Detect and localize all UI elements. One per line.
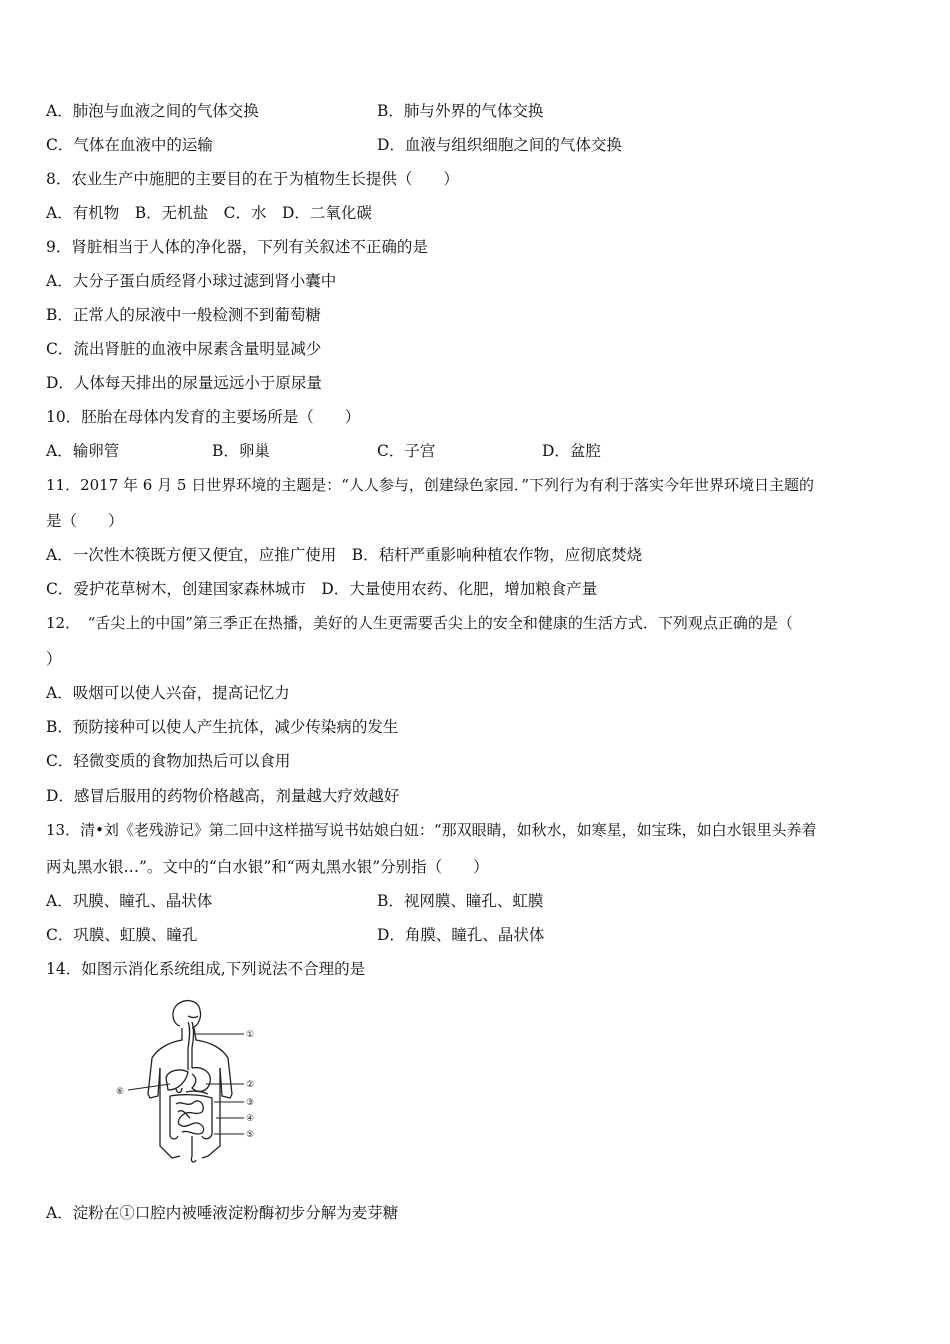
q7-option-d: D．血液与组织细胞之间的气体交换 bbox=[377, 136, 622, 154]
q13-option-d: D．角膜、瞳孔、晶状体 bbox=[377, 926, 545, 944]
q10-option-d: D．盆腔 bbox=[542, 442, 601, 460]
q13-option-c: C．巩膜、虹膜、瞳孔 bbox=[46, 926, 198, 944]
q11-stem-1: 11．2017 年 6 月 5 日世界环境的主题是：“人人参与，创建绿色家园．”下列行为有利于落实今年世界环境日主题的 bbox=[46, 476, 815, 494]
q7-option-b: B．肺与外界的气体交换 bbox=[377, 102, 544, 120]
q10-option-c: C．子宫 bbox=[377, 442, 436, 460]
q14-option-a: A．淀粉在①口腔内被唾液淀粉酶初步分解为麦芽糖 bbox=[46, 1204, 399, 1222]
q10-option-a: A．输卵管 bbox=[46, 442, 120, 460]
figure-label-4: ④ bbox=[246, 1114, 255, 1124]
q9-option-a: A．大分子蛋白质经肾小球过滤到肾小囊中 bbox=[46, 272, 337, 290]
q8-options: A．有机物 B．无机盐 C．水 D．二氧化碳 bbox=[46, 204, 372, 222]
q10-options bbox=[46, 441, 601, 461]
q11-options-ab: A．一次性木筷既方便又便宜，应推广使用 B．秸杆严重影响种植农作物，应彻底焚烧 bbox=[46, 546, 643, 564]
figure-label-5: ⑤ bbox=[246, 1130, 255, 1140]
q12-stem-1: 12． “舌尖上的中国”第三季正在热播，美好的人生更需要舌尖上的安全和健康的生活方式．下列观点正确的是（ bbox=[46, 614, 793, 632]
digestive-system-diagram bbox=[110, 996, 270, 1166]
q12-option-d: D．感冒后服用的药物价格越高，剂量越大疗效越好 bbox=[46, 787, 400, 805]
q9-stem: 9．肾脏相当于人体的净化器，下列有关叙述不正确的是 bbox=[46, 238, 428, 256]
q8-stem: 8．农业生产中施肥的主要目的在于为植物生长提供（ ） bbox=[46, 170, 459, 188]
figure-label-6: ⑥ bbox=[116, 1087, 125, 1097]
q13-row-1 bbox=[46, 891, 544, 911]
q12-option-c: C．轻微变质的食物加热后可以食用 bbox=[46, 752, 291, 770]
q11-stem-2: 是（ ） bbox=[46, 512, 124, 530]
q11-options-cd: C．爱护花草树木，创建国家森林城市 D．大量使用农药、化肥，增加粮食产量 bbox=[46, 580, 598, 598]
q12-stem-2: ） bbox=[46, 650, 62, 668]
q10-option-b: B．卵巢 bbox=[212, 442, 270, 460]
q12-option-a: A．吸烟可以使人兴奋，提高记忆力 bbox=[46, 684, 290, 702]
q9-option-c: C．流出肾脏的血液中尿素含量明显减少 bbox=[46, 340, 322, 358]
q13-option-b: B．视网膜、瞳孔、虹膜 bbox=[377, 892, 544, 910]
q13-stem-2: 两丸黑水银…”。文中的“白水银”和“两丸黑水银”分别指（ ） bbox=[46, 858, 489, 876]
q13-row-2 bbox=[46, 925, 545, 945]
q13-option-a: A．巩膜、瞳孔、晶状体 bbox=[46, 892, 213, 910]
q7-row-1 bbox=[46, 101, 544, 121]
figure-label-2: ② bbox=[246, 1080, 255, 1090]
figure-label-3: ③ bbox=[246, 1098, 255, 1108]
q10-stem: 10．胚胎在母体内发育的主要场所是（ ） bbox=[46, 408, 361, 426]
q7-option-c: C．气体在血液中的运输 bbox=[46, 136, 213, 154]
q13-stem-1: 13．清•刘《老残游记》第二回中这样描写说书姑娘白妞：“那双眼睛，如秋水，如寒星，如宝珠，如白水银里头养着 bbox=[46, 821, 817, 839]
figure-label-1: ① bbox=[246, 1030, 255, 1040]
q9-option-d: D．人体每天排出的尿量远远小于原尿量 bbox=[46, 374, 322, 392]
q12-option-b: B．预防接种可以使人产生抗体，减少传染病的发生 bbox=[46, 718, 399, 736]
q14-stem: 14．如图示消化系统组成,下列说法不合理的是 bbox=[46, 960, 366, 978]
q9-option-b: B．正常人的尿液中一般检测不到葡萄糖 bbox=[46, 306, 321, 324]
q7-option-a: A．肺泡与血液之间的气体交换 bbox=[46, 102, 259, 120]
q7-row-2 bbox=[46, 135, 622, 155]
